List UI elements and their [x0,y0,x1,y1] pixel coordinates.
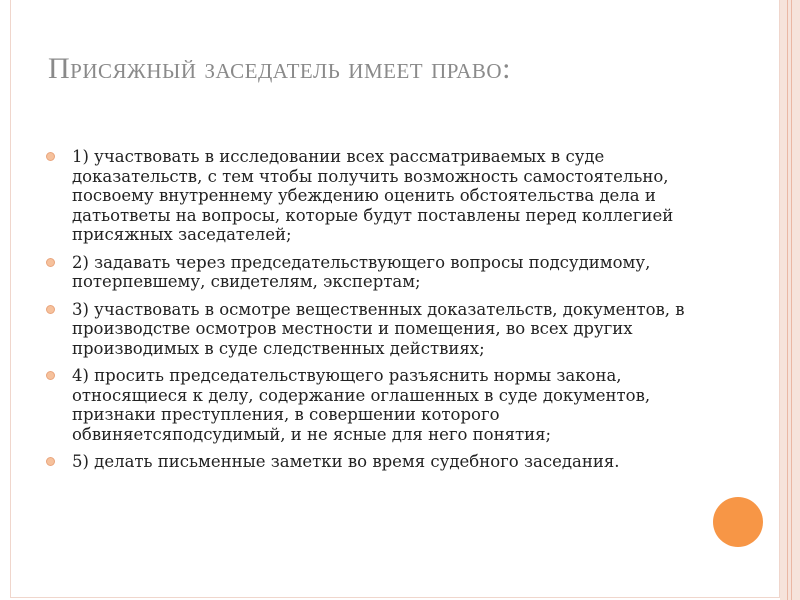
bullet-dot-icon [46,152,55,161]
list-item [46,253,696,292]
bullet-dot-icon [46,457,55,466]
bullet-dot-icon [46,305,55,314]
list-item [46,452,696,472]
bullet-dot-icon [46,371,55,380]
list-item [46,147,696,245]
list-item-text: 3) участвовать в осмотре вещественных доказательств, документов, в производстве осмотров местности и помещения, во всех других производимых в суде следственных действиях; [72,299,685,358]
right-decorative-line [787,0,792,600]
list-item-text: 2) задавать через председательствующего вопросы подсудимому, потерпевшему, свидетелям, экспертам; [72,252,651,291]
list-item [46,366,696,444]
list-item-text: 4) просить председательствующего разъяснить нормы закона, относящиеся к делу, содержание оглашенных в суде документов, признаки преступления, в совершении которого обвиняетсяподсудимый, и не ясные для него понятия; [72,366,651,444]
bullet-dot-icon [46,258,55,267]
orange-circle-decoration [713,497,763,547]
bullet-list [46,147,696,480]
list-item-text: 1) участвовать в исследовании всех рассматриваемых в суде доказательств, с тем чтобы получить возможность самостоятельно, посвоему внутреннему убеждению оценить обстоятельства дела и датьответы на вопросы, которые будут поставлены перед коллегией присяжных заседателей; [72,147,674,244]
list-item-text: 5) делать письменные заметки во время судебного заседания. [72,452,620,471]
list-item [46,300,696,359]
slide-title: Присяжный заседатель имеет право: [48,52,511,85]
